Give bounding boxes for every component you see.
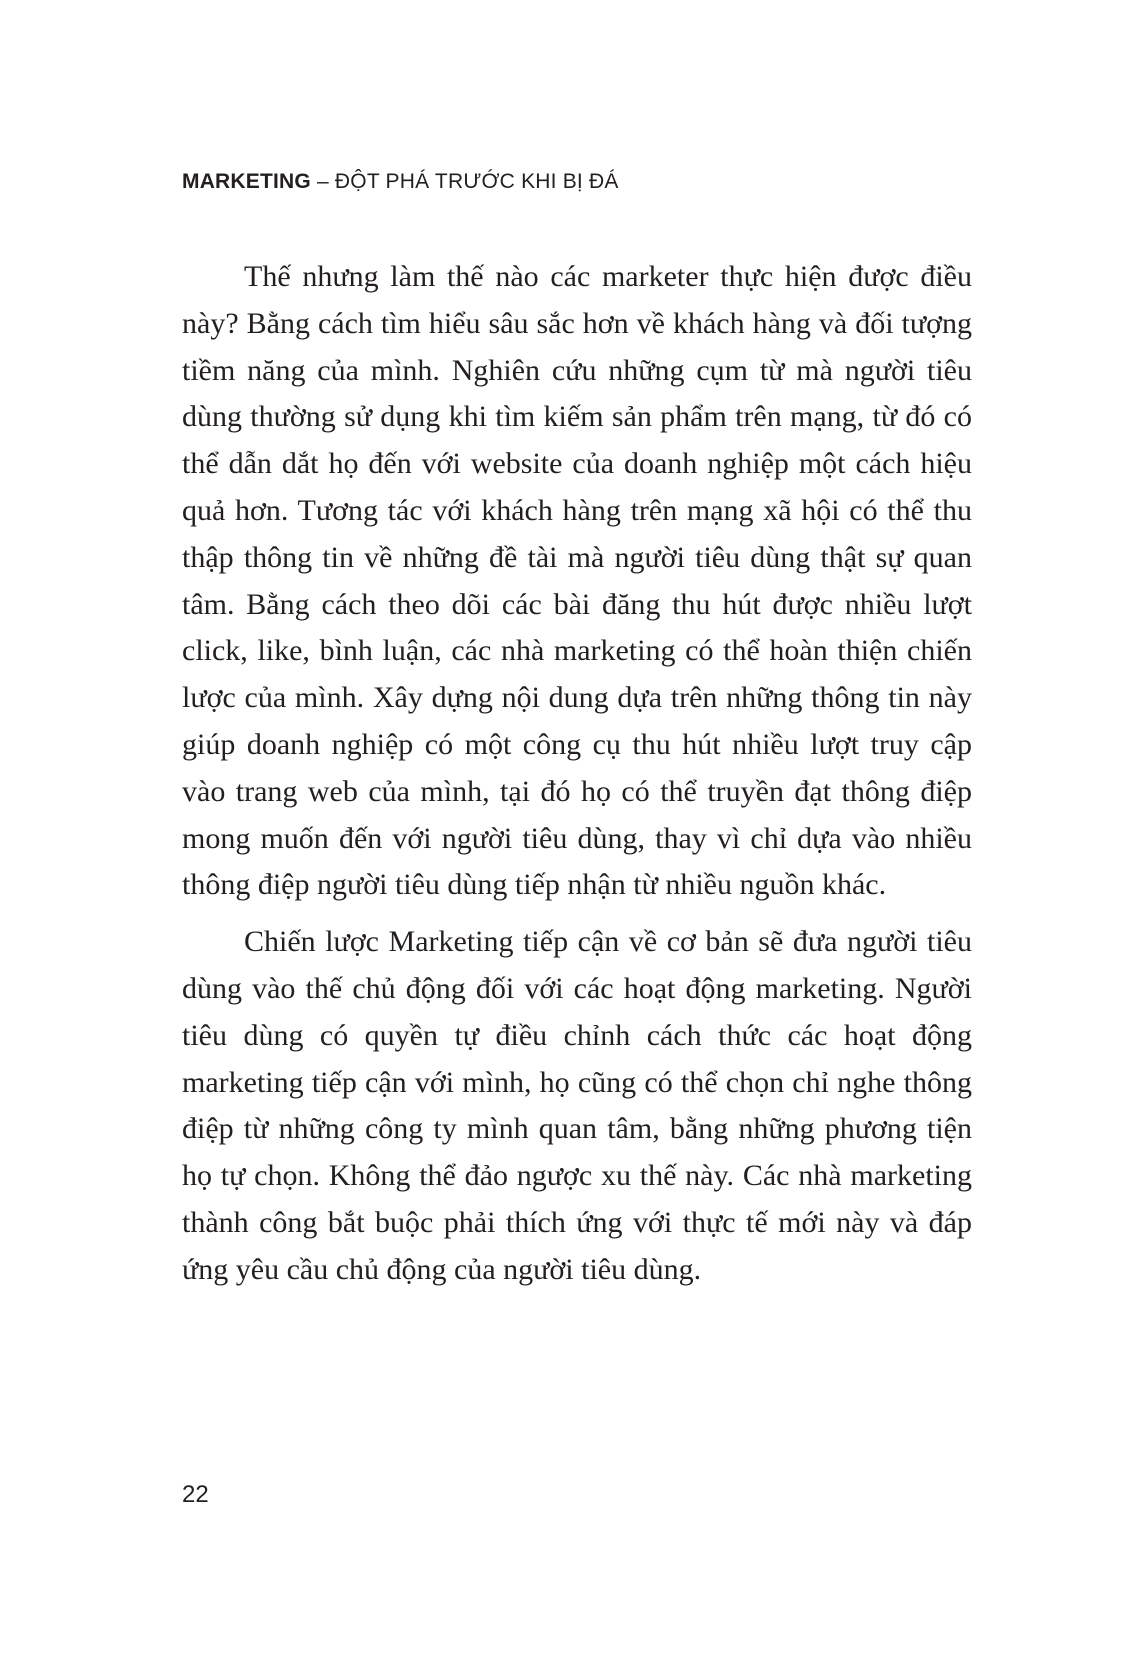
paragraph: Thế nhưng làm thế nào các marketer thực hiện được điều này? Bằng cách tìm hiểu sâu sắc hơn về khách hàng và đối tượng tiềm năng của mình. Nghiên cứu những cụm từ mà người tiêu dùng thường sử dụng khi tìm kiếm sản phẩm trên mạng, từ đó có thể dẫn dắt họ đến với website của doanh nghiệp một cách hiệu quả hơn. Tương tác với khách hàng trên mạng xã hội có thể thu thập thông tin về những đề tài mà người tiêu dùng thật sự quan tâm. Bằng cách theo dõi các bài đăng thu hút được nhiều lượt click, like, bình luận, các nhà marketing có thể hoàn thiện chiến lược của mình. Xây dựng nội dung dựa trên những thông tin này giúp doanh nghiệp có một công cụ thu hút nhiều lượt truy cập vào trang web của mình, tại đó họ có thể truyền đạt thông điệp mong muốn đến với người tiêu dùng, thay vì chỉ dựa vào nhiều thông điệp người tiêu dùng tiếp nhận từ nhiều nguồn khác. xyxy=(182,260,972,902)
book-title-strong: MARKETING xyxy=(182,170,311,193)
body-text xyxy=(182,254,972,1294)
paragraph: Chiến lược Marketing tiếp cận về cơ bản sẽ đưa người tiêu dùng vào thế chủ động đối với các hoạt động marketing. Người tiêu dùng có quyền tự điều chỉnh cách thức các hoạt động marketing tiếp cận với mình, họ cũng có thể chọn chỉ nghe thông điệp từ những công ty mình quan tâm, bằng những phương tiện họ tự chọn. Không thể đảo ngược xu thế này. Các nhà marketing thành công bắt buộc phải thích ứng với thực tế mới này và đáp ứng yêu cầu chủ động của người tiêu dùng. xyxy=(182,925,972,1286)
page-number: 22 xyxy=(182,1481,209,1508)
book-title-rest: – ĐỘT PHÁ TRƯỚC KHI BỊ ĐÁ xyxy=(310,170,619,193)
running-header xyxy=(182,171,619,192)
